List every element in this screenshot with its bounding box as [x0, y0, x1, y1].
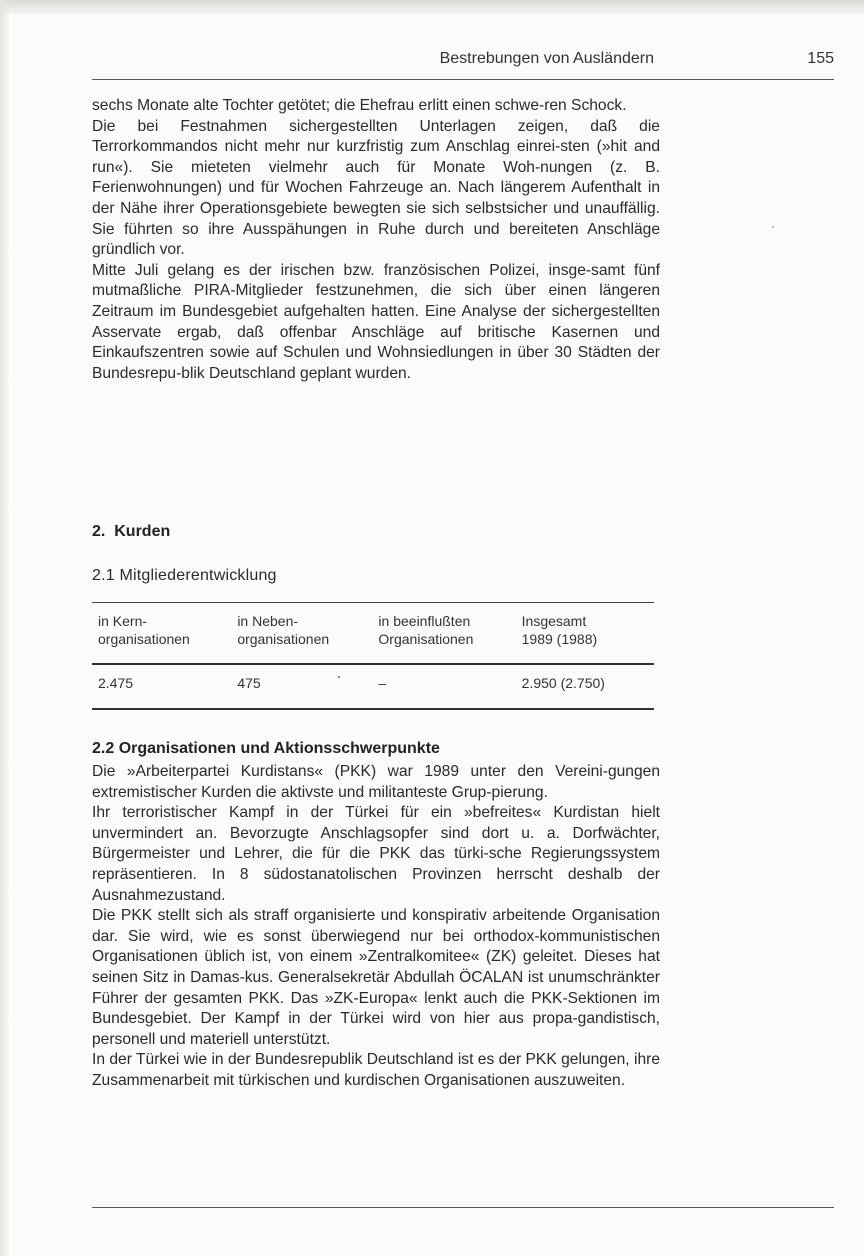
section-number: 2. [92, 523, 106, 540]
section-22-text [92, 762, 660, 1092]
section-22-paragraph-1: Die »Arbeiterpartei Kurdistans« (PKK) war 1989 unter den Vereini-gungen extremistischer Kurden die aktivste und militanteste Grup-pierung. [92, 763, 660, 801]
page-number: 155 [807, 50, 834, 67]
scan-dot [338, 676, 340, 678]
header-rule [92, 79, 834, 80]
table-row [92, 662, 654, 704]
cell-neben: 475 [237, 675, 261, 691]
intro-paragraph-3: Mitte Juli gelang es der irischen bzw. französischen Polizei, insge-samt fünf mutmaßliche PIRA-Mitglieder festzunehmen, die sich über einen längeren Zeitraum im Bundesgebiet aufgehalten hatten. Eine Analyse der sichergestellten Asservate ergab, daß offenbar Anschläge auf britische Kasernen und Einkaufszentren sowie auf Schulen und Wohnsiedlungen in über 30 Städten der Bundesrepu-blik Deutschland geplant wurden. [92, 261, 660, 382]
section-title: Kurden [114, 523, 171, 540]
section-22-paragraph-2: Ihr terroristischer Kampf in der Türkei für ein »befreites« Kurdistan hielt unvermindert an. Bevorzugte Anschlagsopfer sind dort u. a. Dorfwächter, Bürgermeister und Lehrer, die für die PKK das türki-sche Regierungssystem repräsentieren. In 8 südostanatolischen Provinzen herrscht deshalb der Ausnahmezustand. [92, 804, 660, 904]
section-22-paragraph-3: Die PKK stellt sich als straff organisierte und konspirativ arbeitende Organisation dar. Sie wird, wie es sonst überwiegend nur bei orthodox-kommunistischen Organisationen üblich ist, von einem »Zentralkomitee« (ZK) geleitet. Dieses hat seinen Sitz in Damas-kus. Generalsekretär Abdullah ÖCALAN ist unumschränkter Führer der gesamten PKK. Das »ZK-Europa« lenkt auch die PKK-Sektionen im Bundesgebiet. Der Kampf in der Türkei wird von hier aus propa-gandistisch, personell und materiell unterstützt. [92, 907, 660, 1048]
scan-top-edge [0, 0, 864, 14]
cell-kern: 2.475 [98, 675, 134, 691]
intro-text [92, 96, 660, 384]
header-insgesamt: Insgesamt 1989 (1988) [521, 613, 598, 647]
table-header-rule [92, 663, 654, 665]
table-bottom-rule [92, 708, 654, 710]
footer-rule [92, 1207, 834, 1208]
section-heading-kurden [92, 523, 170, 541]
header-beeinflusst: in beeinflußten Organisationen [378, 613, 474, 647]
subsection-heading-mitglieder: 2.1 Mitgliederentwicklung [92, 567, 277, 584]
running-header [92, 50, 834, 72]
cell-insgesamt: 2.950 (2.750) [521, 675, 605, 691]
header-title: Bestrebungen von Ausländern [439, 50, 654, 67]
table-header-row [92, 612, 654, 662]
section-22-paragraph-4: In der Türkei wie in der Bundesrepublik Deutschland ist es der PKK gelungen, ihre Zusammenarbeit mit türkischen und kurdischen Organisationen auszuweiten. [92, 1051, 660, 1089]
cell-beeinflusst: – [378, 675, 387, 691]
intro-paragraph-2: Die bei Festnahmen sichergestellten Unterlagen zeigen, daß die Terrorkommandos nicht mehr nur kurzfristig zum Anschlag einrei-sten (»hit and run«). Sie mieteten vielmehr auch für Monate Woh-nungen (z. B. Ferienwohnungen) und für Wochen Fahrzeuge an. Nach längerem Aufenthalt in der Nähe ihrer Operationsgebiete bewegten sie sich selbstsicher und unauffällig. Sie führten so ihre Ausspähungen in Ruhe durch und bereiteten Anschläge gründlich vor. [92, 117, 660, 259]
subsection-heading-organisationen: 2.2 Organisationen und Aktionsschwerpunkte [92, 740, 440, 757]
table-top-rule [92, 602, 654, 603]
header-neben: in Neben- organisationen [237, 613, 330, 647]
scan-left-edge [0, 0, 10, 1256]
intro-paragraph-1: sechs Monate alte Tochter getötet; die Ehefrau erlitt einen schwe-ren Schock. [92, 97, 627, 114]
header-kern: in Kern- organisationen [98, 613, 190, 647]
scan-speck [772, 226, 774, 228]
membership-table [92, 612, 654, 704]
